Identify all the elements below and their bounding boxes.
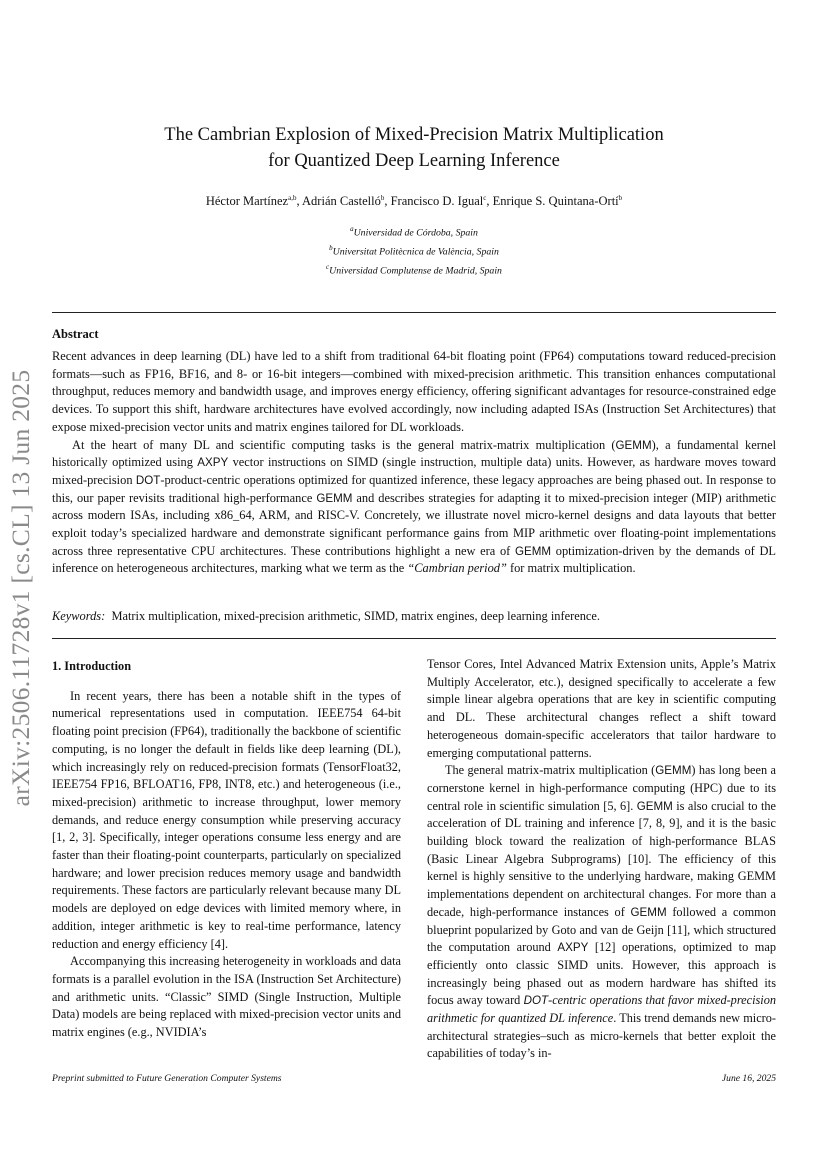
text-run: DOT xyxy=(135,473,161,487)
affiliation: $^c$Universidad Complutense de Madrid, Spain xyxy=(326,262,502,276)
text-run: At the heart of many DL and scientific computing tasks is the general matrix-matrix multiplication ( xyxy=(72,437,616,452)
body-paragraph: In recent years, there has been a notable shift in the types of numerical representations used in computation. IEEE754 64-bit floating point precision (FP64), traditionally the backbone of scientific computing, is no longer the default in fields like deep learning (DL), which increasingly rely on reduced-precision formats (TensorFloat32, IEEE754 FP16, BFLOAT16, FP8, INT8, etc.) and heterogeneous (i.e., mixed-precision) arithmetic to increase throughput, lower memory demands, and reduce energy consumption while preserving accuracy [1, 2, 3]. Specifically, integer operations consume less energy and are faster than their floating-point counterparts, particularly on specialized hardware; and lower precision reduces memory usage and bandwidth requirements. These factors are particularly relevant because many DL models are deployed on edge devices with limited memory where, in addition, integer arithmetic is key to real-time performance, latency reduction and energy efficiency [4]. xyxy=(52,688,401,951)
text-run: -centric operations that favor mixed-precision arithmetic for quantized DL inference xyxy=(427,993,776,1026)
abstract-body xyxy=(52,348,776,578)
author-list xyxy=(0,194,828,209)
text-run: GEMM xyxy=(514,544,552,558)
body-paragraph: Tensor Cores, Intel Advanced Matrix Extension units, Apple’s Matrix Multiply Accelerator, etc.), designed specifically to accelerate a few simple linear algebra operations that are key in scientific computing and DL. These architectural changes reflect a shift toward heterogeneous domain-specific accelerators that tailor hardware to emerging computational patterns. xyxy=(427,657,776,760)
author: Adrián Castelló$^b$, xyxy=(302,194,391,209)
text-run: DOT xyxy=(523,994,549,1008)
left-column xyxy=(52,656,401,1042)
section-heading: 1. Introduction xyxy=(52,659,132,673)
body-paragraph: Accompanying this increasing heterogeneity in workloads and data formats is a parallel evolution in the ISA (Instruction Set Architecture) and arithmetic units. “Classic” SIMD (Single Instruction, Multiple Data) models are being replaced with mixed-precision vector units and matrix engines (e.g., NVIDIA’s xyxy=(52,954,401,1040)
keywords-text: Matrix multiplication, mixed-precision arithmetic, SIMD, matrix engines, deep learning inference. xyxy=(111,609,601,623)
text-run: vector instructions on SIMD (single instruction, multiple data) units. However, as hardware moves toward mixed-precision xyxy=(52,455,776,487)
author: Héctor Martínez$^{a,b}$, xyxy=(205,194,303,209)
affiliation: $^b$Universitat Politècnica de València, Spain xyxy=(329,243,499,258)
text-run: GEMM xyxy=(636,799,673,813)
text-run: ) has long been a cornerstone kernel in high-performance computing (HPC) due to its central role in scientific simulation [5, 6]. xyxy=(427,763,776,813)
text-run: “Cambrian period” xyxy=(407,561,507,576)
text-run: The general matrix-matrix multiplication ( xyxy=(445,763,656,778)
text-run: AXPY xyxy=(557,941,589,955)
keywords-label: Keywords: xyxy=(52,609,106,623)
arxiv-identifier: arXiv:2506.11728v1 [cs.CL] 13 Jun 2025 xyxy=(6,369,35,807)
text-run: is also crucial to the acceleration of DL training and inference [7, 8, 9], and it is the basic building block toward the realization of high-performance BLAS (Basic Linear Algebra Subprograms) [10]. The efficiency of this kernel is highly sensitive to the underlying hardware, making GEMM implementations dependent on architectural changes. For more than a decade, high-performance instances of xyxy=(427,798,777,919)
text-run: for matrix multiplication. xyxy=(506,561,636,576)
text-run: ), a fundamental kernel historically optimized using xyxy=(52,437,777,470)
title-line-2: for Quantized Deep Learning Inference xyxy=(268,151,560,171)
divider-top xyxy=(52,312,776,313)
keywords xyxy=(52,609,776,624)
author: Enrique S. Quintana-Ortí$^b$ xyxy=(492,194,623,209)
text-run: -product-centric operations optimized for quantized inference, these legacy approaches are being phased out. In response to this, our paper revisits traditional high-performance xyxy=(52,472,776,505)
footer-right: June 16, 2025 xyxy=(721,1073,776,1084)
text-run: AXPY xyxy=(197,456,229,470)
divider-bottom xyxy=(52,638,776,639)
text-run: . This trend demands new micro-architectural strategies–such as micro-kernels that better exploit the capabilities of today’s in- xyxy=(427,1011,776,1061)
abstract-paragraph-1: Recent advances in deep learning (DL) have led to a shift from traditional 64-bit floating point (FP64) computations toward reduced-precision formats—such as FP16, BF16, and 8- or 16-bit integers—combined with mixed-precision arithmetic. This transition enhances computational throughput, reduces memory and bandwidth usage, and improves energy efficiency, offering significant advantages for resource-constrained edge devices. To support this shift, hardware architectures have evolved accordingly, now including adapted ISAs (Instruction Set Architectures) that expose mixed-precision vector units and matrix engines tailored for DL workloads. xyxy=(52,349,776,434)
text-run: GEMM xyxy=(615,438,652,452)
text-run: optimization-driven by the demands of DL inference on heterogeneous architectures, marking what we term as the xyxy=(52,543,776,576)
body-paragraph xyxy=(427,762,776,1063)
text-run: GEMM xyxy=(316,491,353,505)
footer-left: Preprint submitted to Future Generation Computer Systems xyxy=(52,1073,282,1084)
abstract-paragraph-2 xyxy=(52,437,776,579)
paper-title xyxy=(0,122,828,174)
title-line-1: The Cambrian Explosion of Mixed-Precision Matrix Multiplication xyxy=(164,125,664,145)
affiliation: $^a$Universidad de Córdoba, Spain xyxy=(350,225,478,239)
text-run: GEMM xyxy=(630,905,667,919)
text-run: [12] operations, optimized to map efficiently onto classic SIMD units. However, this approach is increasingly being phased out as modern hardware has shifted its focus away toward xyxy=(427,940,776,1008)
affiliation-list xyxy=(0,222,828,278)
abstract-heading: Abstract xyxy=(52,327,99,341)
arxiv-side-stamp xyxy=(1,348,41,828)
text-run: GEMM xyxy=(655,764,692,778)
text-run: and describes strategies for adapting it to mixed-precision integer (MIP) arithmetic across modern ISAs, including x86_64, ARM, and RISC-V. Concretely, we illustrate novel micro-kernel designs and data layouts that better exploit today’s specialized hardware and demonstrate significant performance gains from MIP arithmetic over floating-point implementations across three representative CPU architectures. These contributions highlight a new era of xyxy=(52,490,776,558)
author: Francisco D. Igual$^c$, xyxy=(390,194,493,209)
right-column xyxy=(427,656,776,1063)
text-run: followed a common blueprint popularized by Goto and van de Geijn [11], which structured the computation around xyxy=(427,904,776,955)
